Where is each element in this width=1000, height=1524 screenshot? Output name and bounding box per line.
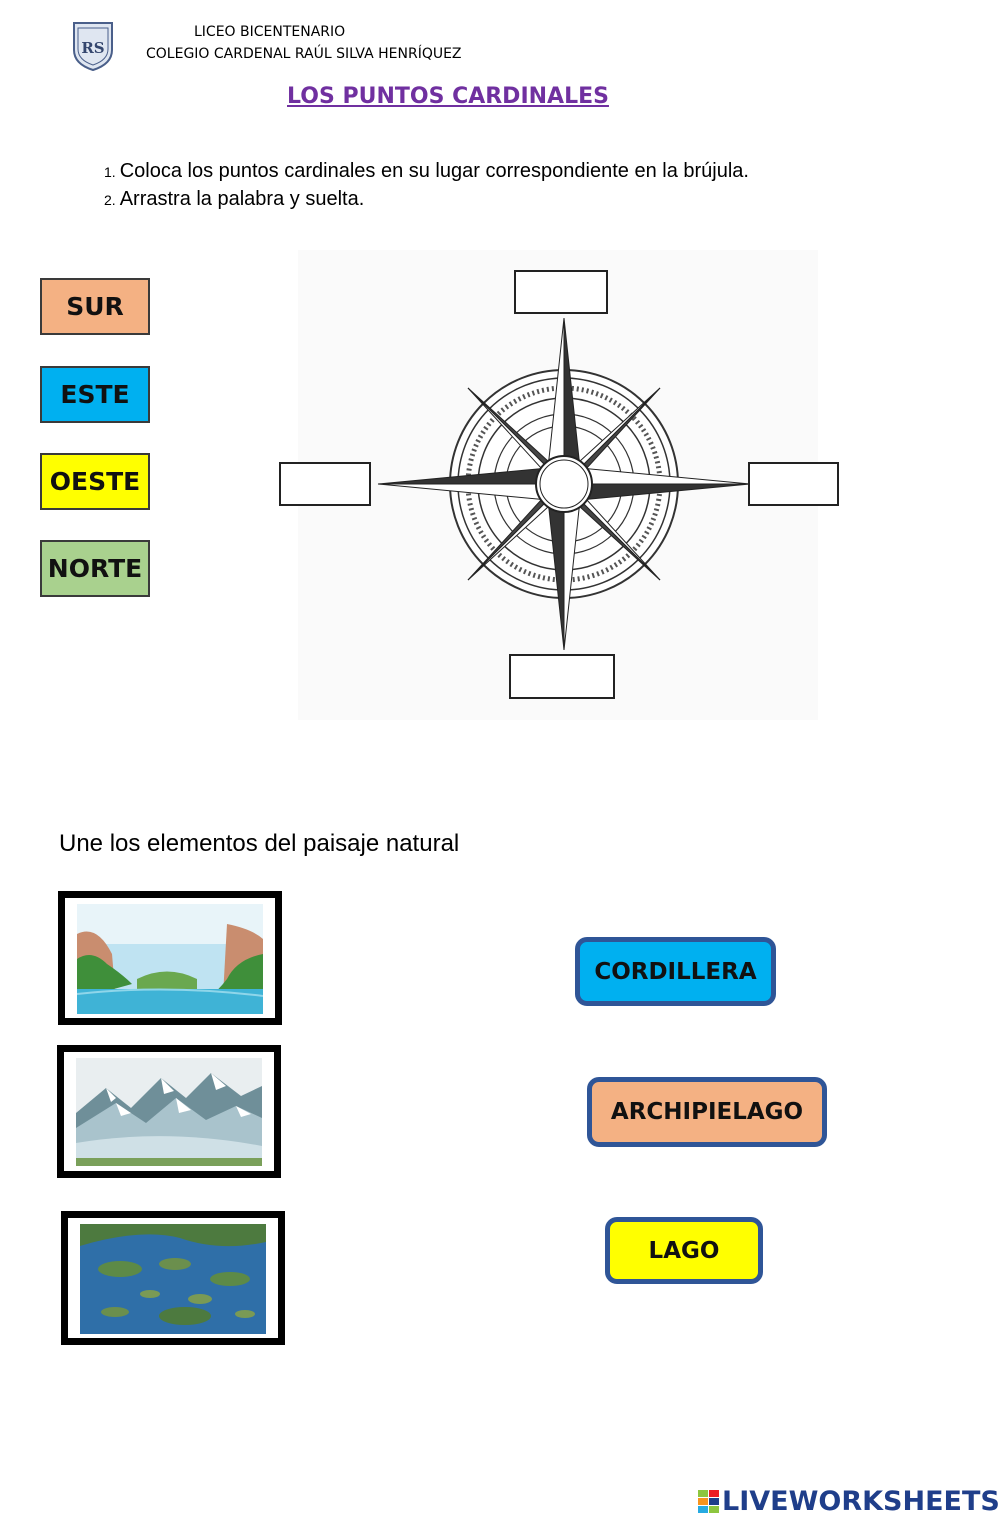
instruction-number: 2. (104, 192, 116, 208)
archipelago-aerial-image (80, 1224, 266, 1334)
label-text: ARCHIPIELAGO (610, 1099, 804, 1125)
instruction-item (104, 158, 749, 186)
dropbox-north[interactable] (514, 270, 608, 314)
instruction-item (104, 186, 749, 214)
lake-landscape-image (77, 904, 263, 1014)
dropbox-south[interactable] (509, 654, 615, 699)
liveworksheets-logo-icon (698, 1490, 720, 1514)
label-lago[interactable] (605, 1217, 763, 1284)
label-archipielago[interactable] (587, 1077, 827, 1147)
tile-norte[interactable] (40, 540, 150, 597)
label-cordillera[interactable] (575, 937, 776, 1006)
instruction-text: Arrastra la palabra y suelta. (119, 188, 365, 210)
photo-lake[interactable] (58, 891, 282, 1025)
instructions-list (104, 158, 749, 214)
tile-label: SUR (66, 292, 124, 321)
worksheet-title: LOS PUNTOS CARDINALES (287, 84, 609, 109)
tile-oeste[interactable] (40, 453, 150, 510)
svg-text:RS: RS (81, 39, 105, 57)
tile-label: OESTE (49, 467, 141, 496)
school-name-line1: LICEO BICENTENARIO (194, 24, 346, 40)
tile-label: NORTE (47, 554, 143, 583)
instruction-number: 1. (104, 164, 116, 180)
matching-heading: Une los elementos del paisaje natural (59, 830, 460, 857)
tile-label: ESTE (60, 380, 130, 409)
liveworksheets-brand: LIVEWORKSHEETS (722, 1486, 1000, 1517)
instruction-text: Coloca los puntos cardinales en su lugar correspondiente en la brújula. (119, 160, 749, 182)
tile-este[interactable] (40, 366, 150, 423)
label-text: CORDILLERA (594, 958, 757, 985)
compass-rose-icon (360, 312, 770, 657)
school-name-line2: COLEGIO CARDENAL RAÚL SILVA HENRÍQUEZ (146, 46, 462, 62)
tile-sur[interactable] (40, 278, 150, 335)
label-text: LAGO (648, 1237, 720, 1264)
school-logo-icon (70, 20, 116, 72)
mountain-range-image (76, 1058, 262, 1166)
photo-archipelago[interactable] (61, 1211, 285, 1345)
dropbox-east[interactable] (748, 462, 839, 506)
dropbox-west[interactable] (279, 462, 371, 506)
photo-mountains[interactable] (57, 1045, 281, 1178)
